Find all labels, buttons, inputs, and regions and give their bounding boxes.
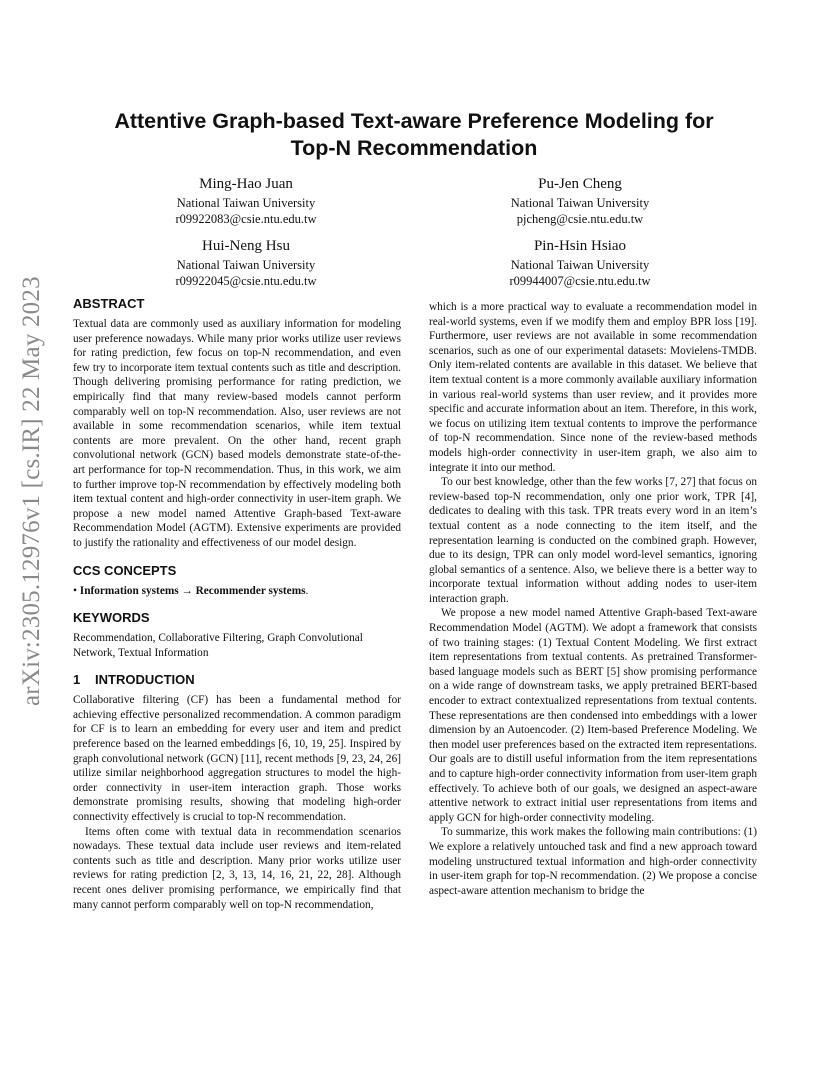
intro-paragraph-3: which is a more practical way to evaluate a recommendation model in real-world systems, even if we modify them and employ BPR loss [19]. Furthermore, user reviews are not available in some recommendation scenarios, such as one of our experimental datasets: Movielens-TMDB. Only item-related contents are available in this dataset. We believe that item textual content is a more commonly available auxiliary information in various real-world systems than user review, and it provides more specific and accurate information about an item. Therefore, in this work, we focus on utilizing item textual contents to improve the performance of top-N recommendation. Since none of the review-based methods models high-order connectivity in user-item graph, we also aim to integrate it into our method. [429,301,757,474]
arxiv-identifier-stamp: arXiv:2305.12976v1 [cs.IR] 22 May 2023 [18,276,45,706]
ccs-subconcept: Recommender systems [195,584,306,597]
paper-title-line-2: Top-N Recommendation [290,136,538,160]
abstract-heading: ABSTRACT [73,296,145,311]
author-block-3 [96,237,396,289]
paper-title-line-1: Attentive Graph-based Text-aware Preference Modeling for [114,109,714,133]
introduction-heading [73,672,401,688]
author-email: pjcheng@csie.ntu.edu.tw [516,212,644,226]
paper-title [60,108,768,162]
author-block-1 [96,175,396,227]
author-affiliation: National Taiwan University [510,258,650,272]
abstract-text: Textual data are commonly used as auxiliary information for modeling user preference nowadays. While many prior works utilize user reviews for rating prediction, few focus on top-N recommendation, and even few try to incorporate item textual contents such as title and description. Though delivering promising performance for rating prediction, we empirically find that many review-based models cannot perform comparably well on top-N recommendation. Also, user reviews are not available in some recommendation scenarios, while item textual contents are more prevalent. On the other hand, recent graph convolutional network (GCN) based models demonstrate state-of-the-art performance for top-N recommendation. Thus, in this work, we aim to further improve top-N recommendation by effectively modeling both item textual content and high-order connectivity in user-item graph. We propose a new model named Attentive Graph-based Text-aware Recommendation Model (AGTM). Extensive experiments are provided to justify the rationality and effectiveness of our model design. [73,318,401,549]
author-name: Hui-Neng Hsu [202,238,290,254]
ccs-concept: Information systems [79,584,179,597]
ccs-concepts-text [73,584,401,599]
ccs-concepts-heading: CCS CONCEPTS [73,562,177,578]
author-affiliation: National Taiwan University [510,196,650,210]
ccs-period: . [305,584,309,597]
left-column [73,296,401,912]
intro-paragraph-6: To summarize, this work makes the following main contributions: (1) We explore a relatively untouched task and find a new approach toward modeling unstructured textual information and high-order connectivity in user-item graph for top-N recommendation. (2) We propose a concise aspect-aware attention mechanism to bridge the [429,826,757,897]
intro-paragraph-2: Items often come with textual data in recommendation scenarios nowadays. These textual data include user reviews and item-related contents such as title and description. Many prior works utilize user reviews for rating prediction [2, 3, 13, 14, 16, 21, 22, 28]. Although recent ones deliver promising performance, we empirically find that many cannot perform comparably well on top-N recommendation, [73,825,401,911]
keywords-text: Recommendation, Collaborative Filtering, Graph Convolutional Network, Textual Information [73,632,363,659]
author-email: r09922083@csie.ntu.edu.tw [175,212,317,226]
author-block-2 [430,175,730,227]
author-affiliation: National Taiwan University [176,196,316,210]
ccs-bullet: • [73,584,77,597]
intro-paragraph-4: To our best knowledge, other than the few works [7, 27] that focus on review-based top-N recommendation, only one prior work, TPR [4], dedicates to dealing with this task. TPR treats every word in an item’s textual content as a node connecting to the item itself, and the representation learning is conducted on the combined graph. However, due to its design, TPR can only model word-level semantics, ignoring global semantics of a sentence. Also, we believe there is a better way to incorporate textual information without adding nodes to user-item interaction graph. [429,476,757,605]
intro-paragraph-5: We propose a new model named Attentive Graph-based Text-aware Recommendation Model (AGTM). We adopt a framework that consists of two training stages: (1) Textual Content Modeling. We first extract item representations from textual contents. As pretrained Transformer-based language models such as BERT [5] show promising performance on a wide range of downstream tasks, we apply pretrained BERT-based encoder to extract contextualized representations from textual contents. These representations are then condensed into embeddings with a lower dimension by an Autoencoder. (2) Item-based Preference Modeling. We then model user preferences based on the extracted item representations. Our goals are to distill useful information from the item representations and to capture high-order connectivity information from user-item graph effectively. To achieve both of our goals, we designed an aspect-aware attentive network to extract initial user representations from items and apply GCN for high-order connectivity modeling. [429,607,757,824]
author-name: Pu-Jen Cheng [538,176,622,192]
author-affiliation: National Taiwan University [176,258,316,272]
author-email: r09922045@csie.ntu.edu.tw [175,274,317,288]
ccs-arrow: → [181,584,193,597]
author-name: Ming-Hao Juan [199,176,293,192]
right-column [429,300,757,898]
author-email: r09944007@csie.ntu.edu.tw [509,274,651,288]
keywords-heading: KEYWORDS [73,610,150,626]
intro-paragraph-1: Collaborative filtering (CF) has been a fundamental method for achieving effective personalized recommendation. A common paradigm for CF is to learn an embedding for every user and item and predict preference based on the learned embeddings [6, 10, 19, 25]. Inspired by graph convolutional network (GCN) [11], recent methods [9, 23, 24, 26] utilize similar neighborhood aggregation structures to model the high-order connectivity in user-item interaction graph. Those works demonstrate promising results, showing that modeling high-order connectivity effectively is crucial to top-N recommendation. [73,694,401,824]
section-title: INTRODUCTION [95,672,195,688]
section-number: 1 [73,672,81,688]
author-block-4 [430,237,730,289]
author-name: Pin-Hsin Hsiao [533,238,627,254]
